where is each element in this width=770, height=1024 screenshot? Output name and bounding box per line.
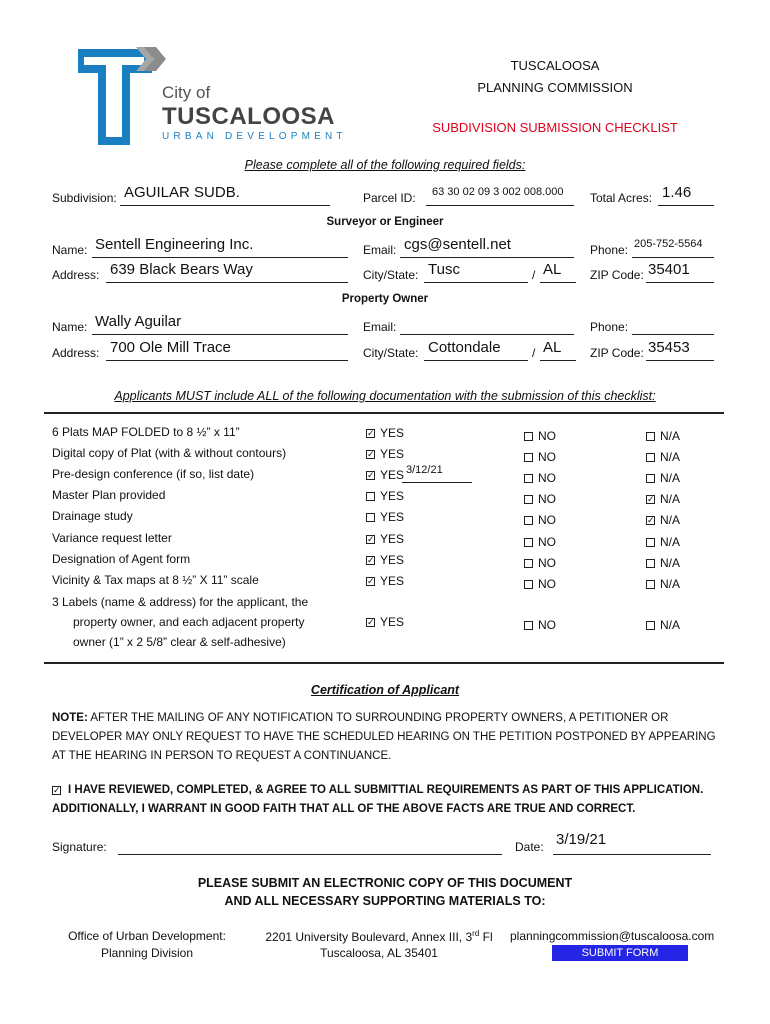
item-7-na-label: N/A <box>660 556 681 570</box>
item-3-no-checkbox[interactable] <box>524 474 533 483</box>
surveyor-address-field[interactable]: 639 Black Bears Way <box>110 261 253 278</box>
surveyor-email-field[interactable]: cgs@sentell.net <box>404 236 511 253</box>
surveyor-name-label: Name: <box>52 243 88 257</box>
item-8-yes-checkbox[interactable] <box>366 577 375 586</box>
labels-item-no-checkbox[interactable] <box>524 621 533 630</box>
owner-state-line <box>540 360 576 361</box>
agree-statement <box>52 781 727 819</box>
surveyor-state-field[interactable]: AL <box>543 261 562 278</box>
surveyor-heading: Surveyor or Engineer <box>326 216 444 228</box>
item-2-na-checkbox[interactable] <box>646 453 655 462</box>
submit-instruction-2: AND ALL NECESSARY SUPPORTING MATERIALS TO: <box>224 894 546 908</box>
checklist-item-label: Vicinity & Tax maps at 8 ½” X 11” scale <box>52 573 259 587</box>
item-6-no-label: NO <box>538 535 556 549</box>
surveyor-zip-line <box>646 282 714 283</box>
logo-city-of: City of <box>162 83 211 102</box>
item-6-na-checkbox[interactable] <box>646 538 655 547</box>
parcel-id-line <box>426 205 574 206</box>
checklist-item-label: Pre-design conference (if so, list date) <box>52 467 255 481</box>
item-4-no-label: NO <box>538 492 556 506</box>
item-1-na-label: N/A <box>660 429 681 443</box>
city-logo <box>78 45 358 145</box>
subdivision-label: Subdivision: <box>52 191 117 205</box>
checklist-bottom-rule <box>44 662 724 664</box>
owner-address-field[interactable]: 700 Ole Mill Trace <box>110 339 231 356</box>
note-text: AFTER THE MAILING OF ANY NOTIFICATION TO SURROUNDING PROPERTY OWNERS, A PETITIONER OR DEVELOPER MAY ONLY REQUEST TO HAVE THE SCHEDULED HEARING ON THE PETITION POSTPONED BY APPEARING AT THE HEARING IN PERSON TO REQUEST A CONTINUANCE. <box>52 712 716 762</box>
note-label: NOTE: <box>52 712 88 724</box>
labels-item-yes-label: YES <box>380 615 405 629</box>
item-4-na-label: N/A <box>660 492 681 506</box>
surveyor-phone-label: Phone: <box>590 243 629 257</box>
labels-item-na-label: N/A <box>660 618 681 632</box>
owner-state-field[interactable]: AL <box>543 339 562 356</box>
logo-subtitle: URBAN DEVELOPMENT <box>162 131 347 142</box>
predesign-date-line <box>402 482 472 483</box>
checklist-top-rule <box>44 412 724 414</box>
checklist-item-label: Digital copy of Plat (with & without contours) <box>52 446 287 460</box>
address-line-1-post: Fl <box>479 930 493 944</box>
item-3-no-label: NO <box>538 471 556 485</box>
surveyor-slash: / <box>532 268 536 282</box>
item-6-yes-checkbox[interactable] <box>366 535 375 544</box>
note-paragraph <box>52 709 727 766</box>
owner-name-label: Name: <box>52 320 88 334</box>
surveyor-address-label: Address: <box>52 268 100 282</box>
submit-form-button[interactable]: SUBMIT FORM <box>552 945 688 961</box>
owner-city-label: City/State: <box>363 346 419 360</box>
labels-item-line-2: property owner, and each adjacent property <box>73 615 305 629</box>
item-8-yes-label: YES <box>380 574 405 588</box>
documentation-heading: Applicants MUST include ALL of the following documentation with the submission of this checklist: <box>114 389 656 403</box>
agree-text: I HAVE REVIEWED, COMPLETED, & AGREE TO ALL SUBMITTIAL REQUIREMENTS AS PART OF THIS APPLICATION. ADDITIONALLY, I WARRANT IN GOOD FAITH THAT ALL OF THE ABOVE FACTS ARE TRUE AND CORRECT. <box>52 784 704 815</box>
total-acres-label: Total Acres: <box>590 191 653 205</box>
office-line-1: Office of Urban Development: <box>68 929 226 943</box>
predesign-date-field[interactable]: 3/12/21 <box>406 464 443 476</box>
labels-item-line-1: 3 Labels (name & address) for the applicant, the <box>52 595 309 609</box>
item-1-no-label: NO <box>538 429 556 443</box>
checklist-title: SUBDIVISION SUBMISSION CHECKLIST <box>432 120 678 135</box>
item-6-no-checkbox[interactable] <box>524 538 533 547</box>
surveyor-name-field[interactable]: Sentell Engineering Inc. <box>95 236 254 253</box>
contact-email-link[interactable]: planningcommission@tuscaloosa.com <box>510 929 715 943</box>
surveyor-state-line <box>540 282 576 283</box>
item-2-yes-checkbox[interactable] <box>366 450 375 459</box>
surveyor-zip-label: ZIP Code: <box>590 268 644 282</box>
item-5-yes-checkbox[interactable] <box>366 513 375 522</box>
owner-zip-label: ZIP Code: <box>590 346 644 360</box>
address-line-1-sup: rd <box>472 929 480 938</box>
subdivision-field[interactable]: AGUILAR SUDB. <box>124 184 240 201</box>
tuscaloosa-t-logo-icon <box>78 45 168 145</box>
item-2-no-label: NO <box>538 450 556 464</box>
date-field[interactable]: 3/19/21 <box>556 831 607 848</box>
date-line <box>553 854 711 855</box>
owner-phone-label: Phone: <box>590 320 629 334</box>
surveyor-name-line <box>92 257 348 258</box>
surveyor-address-line <box>106 282 348 283</box>
parcel-id-label: Parcel ID: <box>363 191 416 205</box>
item-7-yes-checkbox[interactable] <box>366 556 375 565</box>
owner-heading: Property Owner <box>341 293 429 305</box>
surveyor-phone-field[interactable]: 205-752-5564 <box>634 238 703 250</box>
certification-heading: Certification of Applicant <box>310 683 460 697</box>
total-acres-field[interactable]: 1.46 <box>662 184 692 201</box>
item-5-na-label: N/A <box>660 513 681 527</box>
signature-label: Signature: <box>52 840 107 854</box>
item-7-no-checkbox[interactable] <box>524 559 533 568</box>
labels-item-yes-checkbox[interactable] <box>366 618 375 627</box>
item-5-no-label: NO <box>538 513 556 527</box>
submit-instruction-1: PLEASE SUBMIT AN ELECTRONIC COPY OF THIS DOCUMENT <box>197 876 573 890</box>
mailing-address-line-2: Tuscaloosa, AL 35401 <box>320 946 438 960</box>
item-5-na-checkbox[interactable] <box>646 516 655 525</box>
item-8-na-checkbox[interactable] <box>646 580 655 589</box>
item-4-no-checkbox[interactable] <box>524 495 533 504</box>
header-line-1: TUSCALOOSA <box>510 58 600 73</box>
item-7-na-checkbox[interactable] <box>646 559 655 568</box>
parcel-id-field[interactable]: 63 30 02 09 3 002 008.000 <box>432 186 564 198</box>
owner-email-label: Email: <box>363 320 397 334</box>
mailing-address-line-1 <box>252 929 506 944</box>
labels-item-line-3: owner (1” x 2 5/8” clear & self-adhesive) <box>73 635 286 649</box>
item-7-no-label: NO <box>538 556 556 570</box>
surveyor-city-label: City/State: <box>363 268 419 282</box>
item-4-yes-label: YES <box>380 489 405 503</box>
owner-zip-field[interactable]: 35453 <box>648 339 690 356</box>
item-2-na-label: N/A <box>660 450 681 464</box>
labels-item-no-label: NO <box>538 618 556 632</box>
labels-item-na-checkbox[interactable] <box>646 621 655 630</box>
surveyor-email-label: Email: <box>363 243 397 257</box>
date-label: Date: <box>515 840 544 854</box>
total-acres-line <box>658 205 714 206</box>
item-6-yes-label: YES <box>380 532 405 546</box>
checklist-item-label: Master Plan provided <box>52 488 166 502</box>
item-5-no-checkbox[interactable] <box>524 516 533 525</box>
owner-city-line <box>424 360 528 361</box>
surveyor-city-field[interactable]: Tusc <box>428 261 460 278</box>
owner-address-label: Address: <box>52 346 100 360</box>
item-3-yes-label: YES <box>380 468 405 482</box>
item-3-na-label: N/A <box>660 471 681 485</box>
owner-zip-line <box>646 360 714 361</box>
owner-phone-line <box>632 334 714 335</box>
item-8-no-checkbox[interactable] <box>524 580 533 589</box>
item-5-yes-label: YES <box>380 510 405 524</box>
item-4-yes-checkbox[interactable] <box>366 492 375 501</box>
instructions: Please complete all of the following required fields: <box>244 158 526 172</box>
item-1-yes-label: YES <box>380 426 405 440</box>
item-3-na-checkbox[interactable] <box>646 474 655 483</box>
owner-address-line <box>106 360 348 361</box>
address-line-1-pre: 2201 University Boulevard, Annex III, 3 <box>265 930 473 944</box>
item-6-na-label: N/A <box>660 535 681 549</box>
item-8-no-label: NO <box>538 577 556 591</box>
office-line-2: Planning Division <box>100 946 194 960</box>
item-4-na-checkbox[interactable] <box>646 495 655 504</box>
owner-email-line <box>400 334 574 335</box>
logo-name: TUSCALOOSA <box>162 103 335 130</box>
surveyor-zip-field[interactable]: 35401 <box>648 261 690 278</box>
item-8-na-label: N/A <box>660 577 681 591</box>
subdivision-line <box>120 205 330 206</box>
surveyor-email-line <box>400 257 574 258</box>
owner-city-field[interactable]: Cottondale <box>428 339 501 356</box>
surveyor-city-line <box>424 282 528 283</box>
signature-line[interactable] <box>118 854 502 855</box>
item-2-no-checkbox[interactable] <box>524 453 533 462</box>
checklist-item-label: Drainage study <box>52 509 133 523</box>
owner-name-field[interactable]: Wally Aguilar <box>95 313 182 330</box>
owner-slash: / <box>532 346 536 360</box>
owner-name-line <box>92 334 348 335</box>
item-3-yes-checkbox[interactable] <box>366 471 375 480</box>
item-1-yes-checkbox[interactable] <box>366 429 375 438</box>
item-1-na-checkbox[interactable] <box>646 432 655 441</box>
item-7-yes-label: YES <box>380 553 405 567</box>
checklist-item-label: 6 Plats MAP FOLDED to 8 ½” x 11” <box>52 425 240 439</box>
surveyor-phone-line <box>632 257 714 258</box>
header-line-2: PLANNING COMMISSION <box>477 80 633 95</box>
checklist-item-label: Variance request letter <box>52 531 172 545</box>
checklist-item-label: Designation of Agent form <box>52 552 191 566</box>
item-2-yes-label: YES <box>380 447 405 461</box>
item-1-no-checkbox[interactable] <box>524 432 533 441</box>
